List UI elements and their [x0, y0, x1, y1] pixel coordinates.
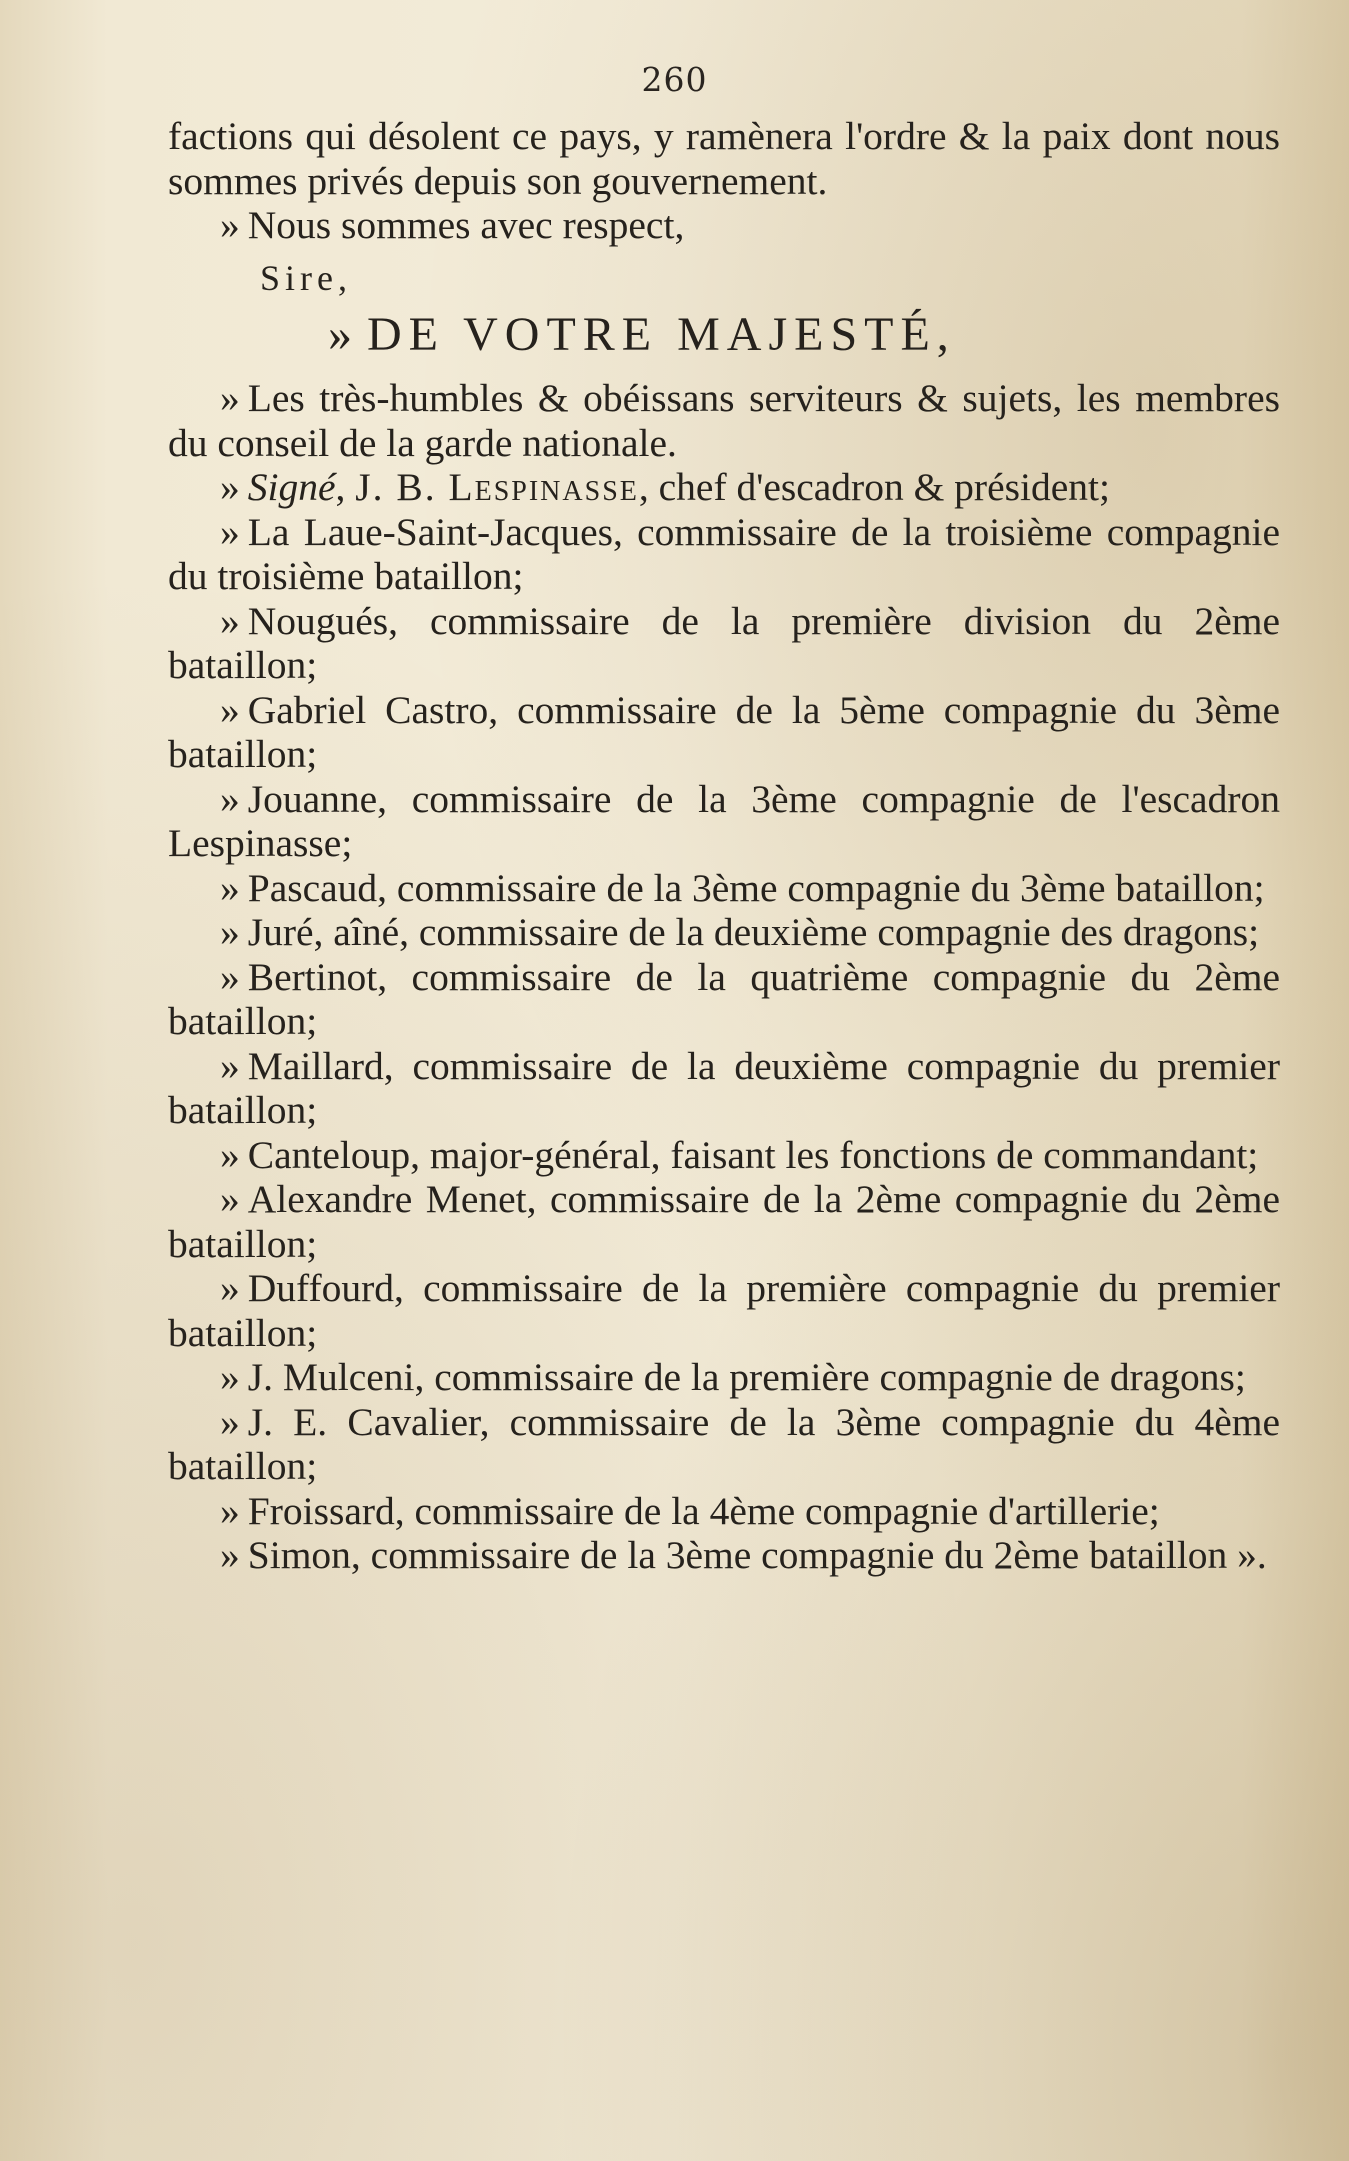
- opening-paragraph: factions qui désolent ce pays, y ramènera l'ordre & la paix dont nous sommes privés depuis son gouvernement.: [168, 114, 1280, 203]
- quote-mark: »: [220, 1177, 240, 1221]
- quote-mark: »: [220, 598, 240, 643]
- signatory-text: Nougués, commissaire de la première division du 2ème bataillon;: [168, 598, 1280, 687]
- signatory-entry: [168, 1533, 1280, 1578]
- signed-role: , chef d'escadron & président;: [638, 465, 1110, 509]
- page-number: 260: [641, 60, 708, 99]
- signatory-entry: [168, 1133, 1280, 1178]
- signatory-entry: [168, 777, 1280, 866]
- signatory-entry: [168, 1400, 1280, 1489]
- signatory-entry: [168, 510, 1280, 599]
- signatory-entry: [168, 1489, 1280, 1534]
- quote-mark: »: [220, 203, 240, 247]
- signatory-text: Froissard, commissaire de la 4ème compagnie d'artillerie;: [247, 1488, 1160, 1533]
- signatory-text: Alexandre Menet, commissaire de la 2ème compagnie du 2ème bataillon;: [168, 1177, 1280, 1266]
- signatory-text: Maillard, commissaire de la deuxième compagnie du premier bataillon;: [168, 1043, 1280, 1132]
- quote-mark: »: [220, 376, 240, 420]
- quote-mark: »: [220, 1355, 240, 1399]
- quote-mark: »: [220, 1399, 240, 1444]
- signatory-text: Canteloup, major-général, faisant les fonctions de commandant;: [247, 1132, 1259, 1177]
- signatory-text: La Laue-Saint-Jacques, commissaire de la troisième compagnie du troisième bataillon;: [168, 509, 1280, 598]
- majesty-heading: [168, 308, 1280, 362]
- majesty-text: DE VOTRE MAJESTÉ,: [367, 308, 956, 361]
- signatory-text: Jouanne, commissaire de la 3ème compagnie de l'escadron Lespinasse;: [168, 776, 1280, 865]
- salutation: Sire,: [260, 257, 352, 298]
- signatory-text: Bertinot, commissaire de la quatrième compagnie du 2ème bataillon;: [168, 954, 1280, 1043]
- quote-mark: »: [328, 308, 359, 361]
- signatory-entry: [168, 688, 1280, 777]
- quote-mark: »: [220, 776, 240, 821]
- quote-mark: »: [220, 865, 240, 910]
- signatory-entry: [168, 866, 1280, 911]
- signatory-entry: [168, 1355, 1280, 1400]
- signatory-text: Simon, commissaire de la 3ème compagnie du 2ème bataillon ».: [247, 1533, 1267, 1577]
- quote-mark: »: [220, 910, 240, 954]
- quote-mark: »: [220, 1043, 240, 1088]
- signatory-text: Pascaud, commissaire de la 3ème compagnie du 3ème bataillon;: [247, 865, 1265, 910]
- signatories-text: Les très-humbles & obéissans serviteurs & sujets, les membres du conseil de la garde nationale.: [168, 376, 1280, 465]
- quote-mark: »: [220, 1132, 240, 1177]
- quote-mark: »: [220, 687, 240, 732]
- signed-name: J. B. Lespinasse: [355, 465, 639, 509]
- signatories-paragraph: [168, 376, 1280, 465]
- signed-line: » Signé, J. B. Lespinasse, chef d'escadron & président;: [220, 465, 1110, 509]
- signatory-text: Duffourd, commissaire de la première compagnie du premier bataillon;: [168, 1266, 1280, 1355]
- signatory-entry: [168, 1177, 1280, 1266]
- signatory-entry: [168, 955, 1280, 1044]
- signatory-text: J. Mulceni, commissaire de la première compagnie de dragons;: [247, 1355, 1246, 1399]
- signatory-text: J. E. Cavalier, commissaire de la 3ème compagnie du 4ème bataillon;: [168, 1399, 1280, 1488]
- signatory-entry: [168, 1044, 1280, 1133]
- quote-mark: »: [220, 465, 240, 509]
- signed-label: Signé: [247, 465, 336, 509]
- closing-line: [168, 203, 1280, 248]
- signatory-entry: [168, 1266, 1280, 1355]
- quote-mark: »: [220, 1488, 240, 1533]
- signatory-text: Juré, aîné, commissaire de la deuxième compagnie des dragons;: [247, 910, 1260, 954]
- signatory-entry: [168, 599, 1280, 688]
- quote-mark: »: [220, 954, 240, 999]
- page-text: [168, 114, 1280, 1578]
- quote-mark: »: [220, 1266, 240, 1310]
- signatory-entry: [168, 910, 1280, 955]
- quote-mark: »: [220, 1533, 240, 1577]
- closing-text: Nous sommes avec respect,: [247, 203, 685, 247]
- quote-mark: »: [220, 509, 240, 554]
- signatory-text: Gabriel Castro, commissaire de la 5ème compagnie du 3ème bataillon;: [168, 687, 1280, 776]
